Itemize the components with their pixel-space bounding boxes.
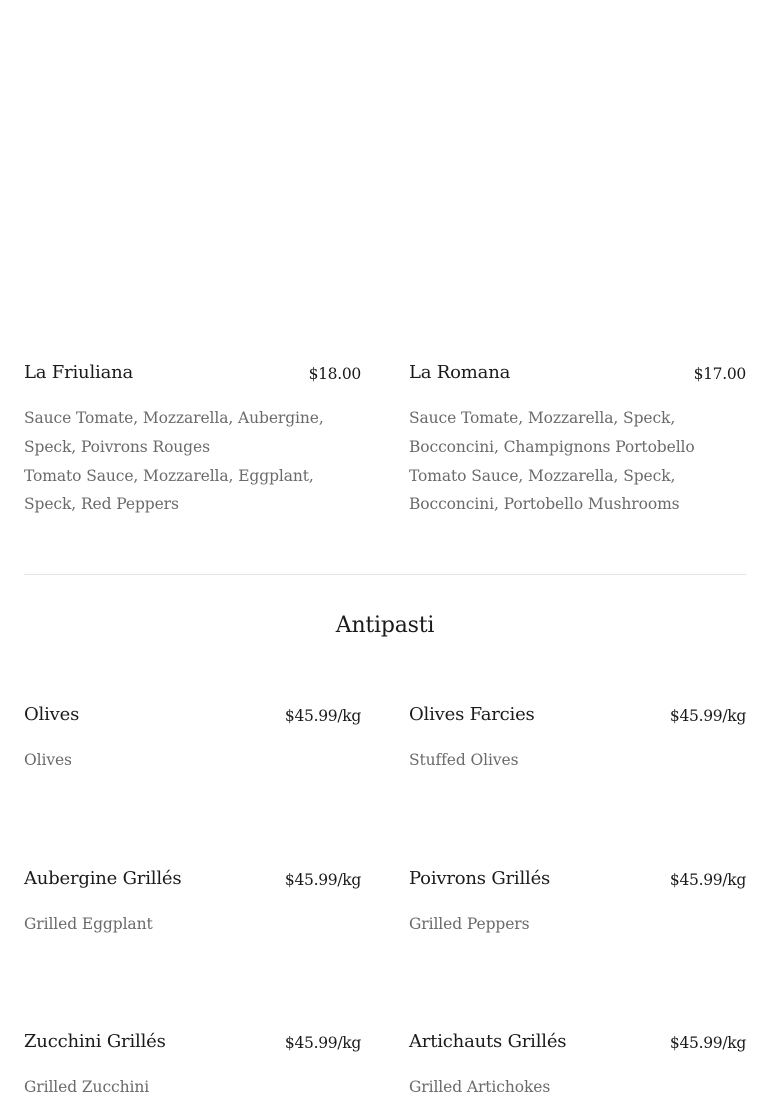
menu-item-olives-farcies bbox=[409, 704, 746, 775]
menu-item-description bbox=[409, 910, 746, 939]
description-english: Grilled Peppers bbox=[409, 915, 530, 933]
section-divider bbox=[24, 574, 746, 575]
menu-item-header bbox=[24, 704, 361, 734]
menu-item-price: $45.99/kg bbox=[284, 707, 361, 725]
menu-item-header bbox=[409, 362, 746, 392]
description-english: Grilled Artichokes bbox=[409, 1078, 551, 1096]
menu-item-description bbox=[409, 404, 746, 519]
menu-item-header bbox=[409, 704, 746, 734]
menu-item-description bbox=[24, 746, 361, 775]
menu-item-description bbox=[409, 1073, 746, 1102]
menu-item-price: $45.99/kg bbox=[669, 871, 746, 889]
menu-item-zucchini-grilles bbox=[24, 1031, 361, 1102]
menu-item-name: Artichauts Grillés bbox=[409, 1031, 567, 1052]
menu-item-name: La Friuliana bbox=[24, 362, 134, 383]
description-english: Tomato Sauce, Mozzarella, Speck, Bocconcini, Portobello Mushrooms bbox=[409, 466, 680, 514]
menu-item-name: Olives Farcies bbox=[409, 704, 535, 725]
menu-item-header bbox=[24, 1031, 361, 1061]
description-french: Sauce Tomate, Mozzarella, Speck, Bocconcini, Champignons Portobello bbox=[409, 409, 695, 456]
menu-item-header bbox=[24, 868, 361, 898]
menu-item-price: $45.99/kg bbox=[284, 871, 361, 889]
menu-item-price: $45.99/kg bbox=[284, 1034, 361, 1052]
menu-item-la-friuliana bbox=[24, 362, 361, 519]
description-english: Olives bbox=[24, 751, 72, 769]
section-title-antipasti: Antipasti bbox=[335, 613, 435, 638]
menu-item-price: $17.00 bbox=[693, 365, 746, 383]
menu-item-name: Aubergine Grillés bbox=[24, 868, 182, 889]
menu-item-name: La Romana bbox=[409, 362, 511, 383]
description-french: Sauce Tomate, Mozzarella, Aubergine, Speck, Poivrons Rouges bbox=[24, 409, 324, 456]
menu-item-name: Zucchini Grillés bbox=[24, 1031, 166, 1052]
menu-item-price: $45.99/kg bbox=[669, 1034, 746, 1052]
menu-item-header bbox=[409, 868, 746, 898]
menu-item-la-romana bbox=[409, 362, 746, 519]
menu-item-header bbox=[24, 362, 361, 392]
menu-item-description bbox=[24, 910, 361, 939]
description-english: Stuffed Olives bbox=[409, 751, 519, 769]
menu-item-poivrons-grilles bbox=[409, 868, 746, 939]
menu-item-name: Poivrons Grillés bbox=[409, 868, 551, 889]
menu-item-aubergine-grilles bbox=[24, 868, 361, 939]
menu-item-description bbox=[409, 746, 746, 775]
menu-item-description bbox=[24, 1073, 361, 1102]
menu-item-olives bbox=[24, 704, 361, 775]
menu-item-artichauts-grilles bbox=[409, 1031, 746, 1102]
menu-item-price: $45.99/kg bbox=[669, 707, 746, 725]
description-english: Tomato Sauce, Mozzarella, Eggplant, Speck, Red Peppers bbox=[24, 466, 314, 514]
menu-item-header bbox=[409, 1031, 746, 1061]
description-english: Grilled Eggplant bbox=[24, 915, 153, 933]
menu-item-name: Olives bbox=[24, 704, 80, 725]
menu-item-description bbox=[24, 404, 361, 519]
menu-item-price: $18.00 bbox=[308, 365, 361, 383]
description-english: Grilled Zucchini bbox=[24, 1078, 150, 1096]
